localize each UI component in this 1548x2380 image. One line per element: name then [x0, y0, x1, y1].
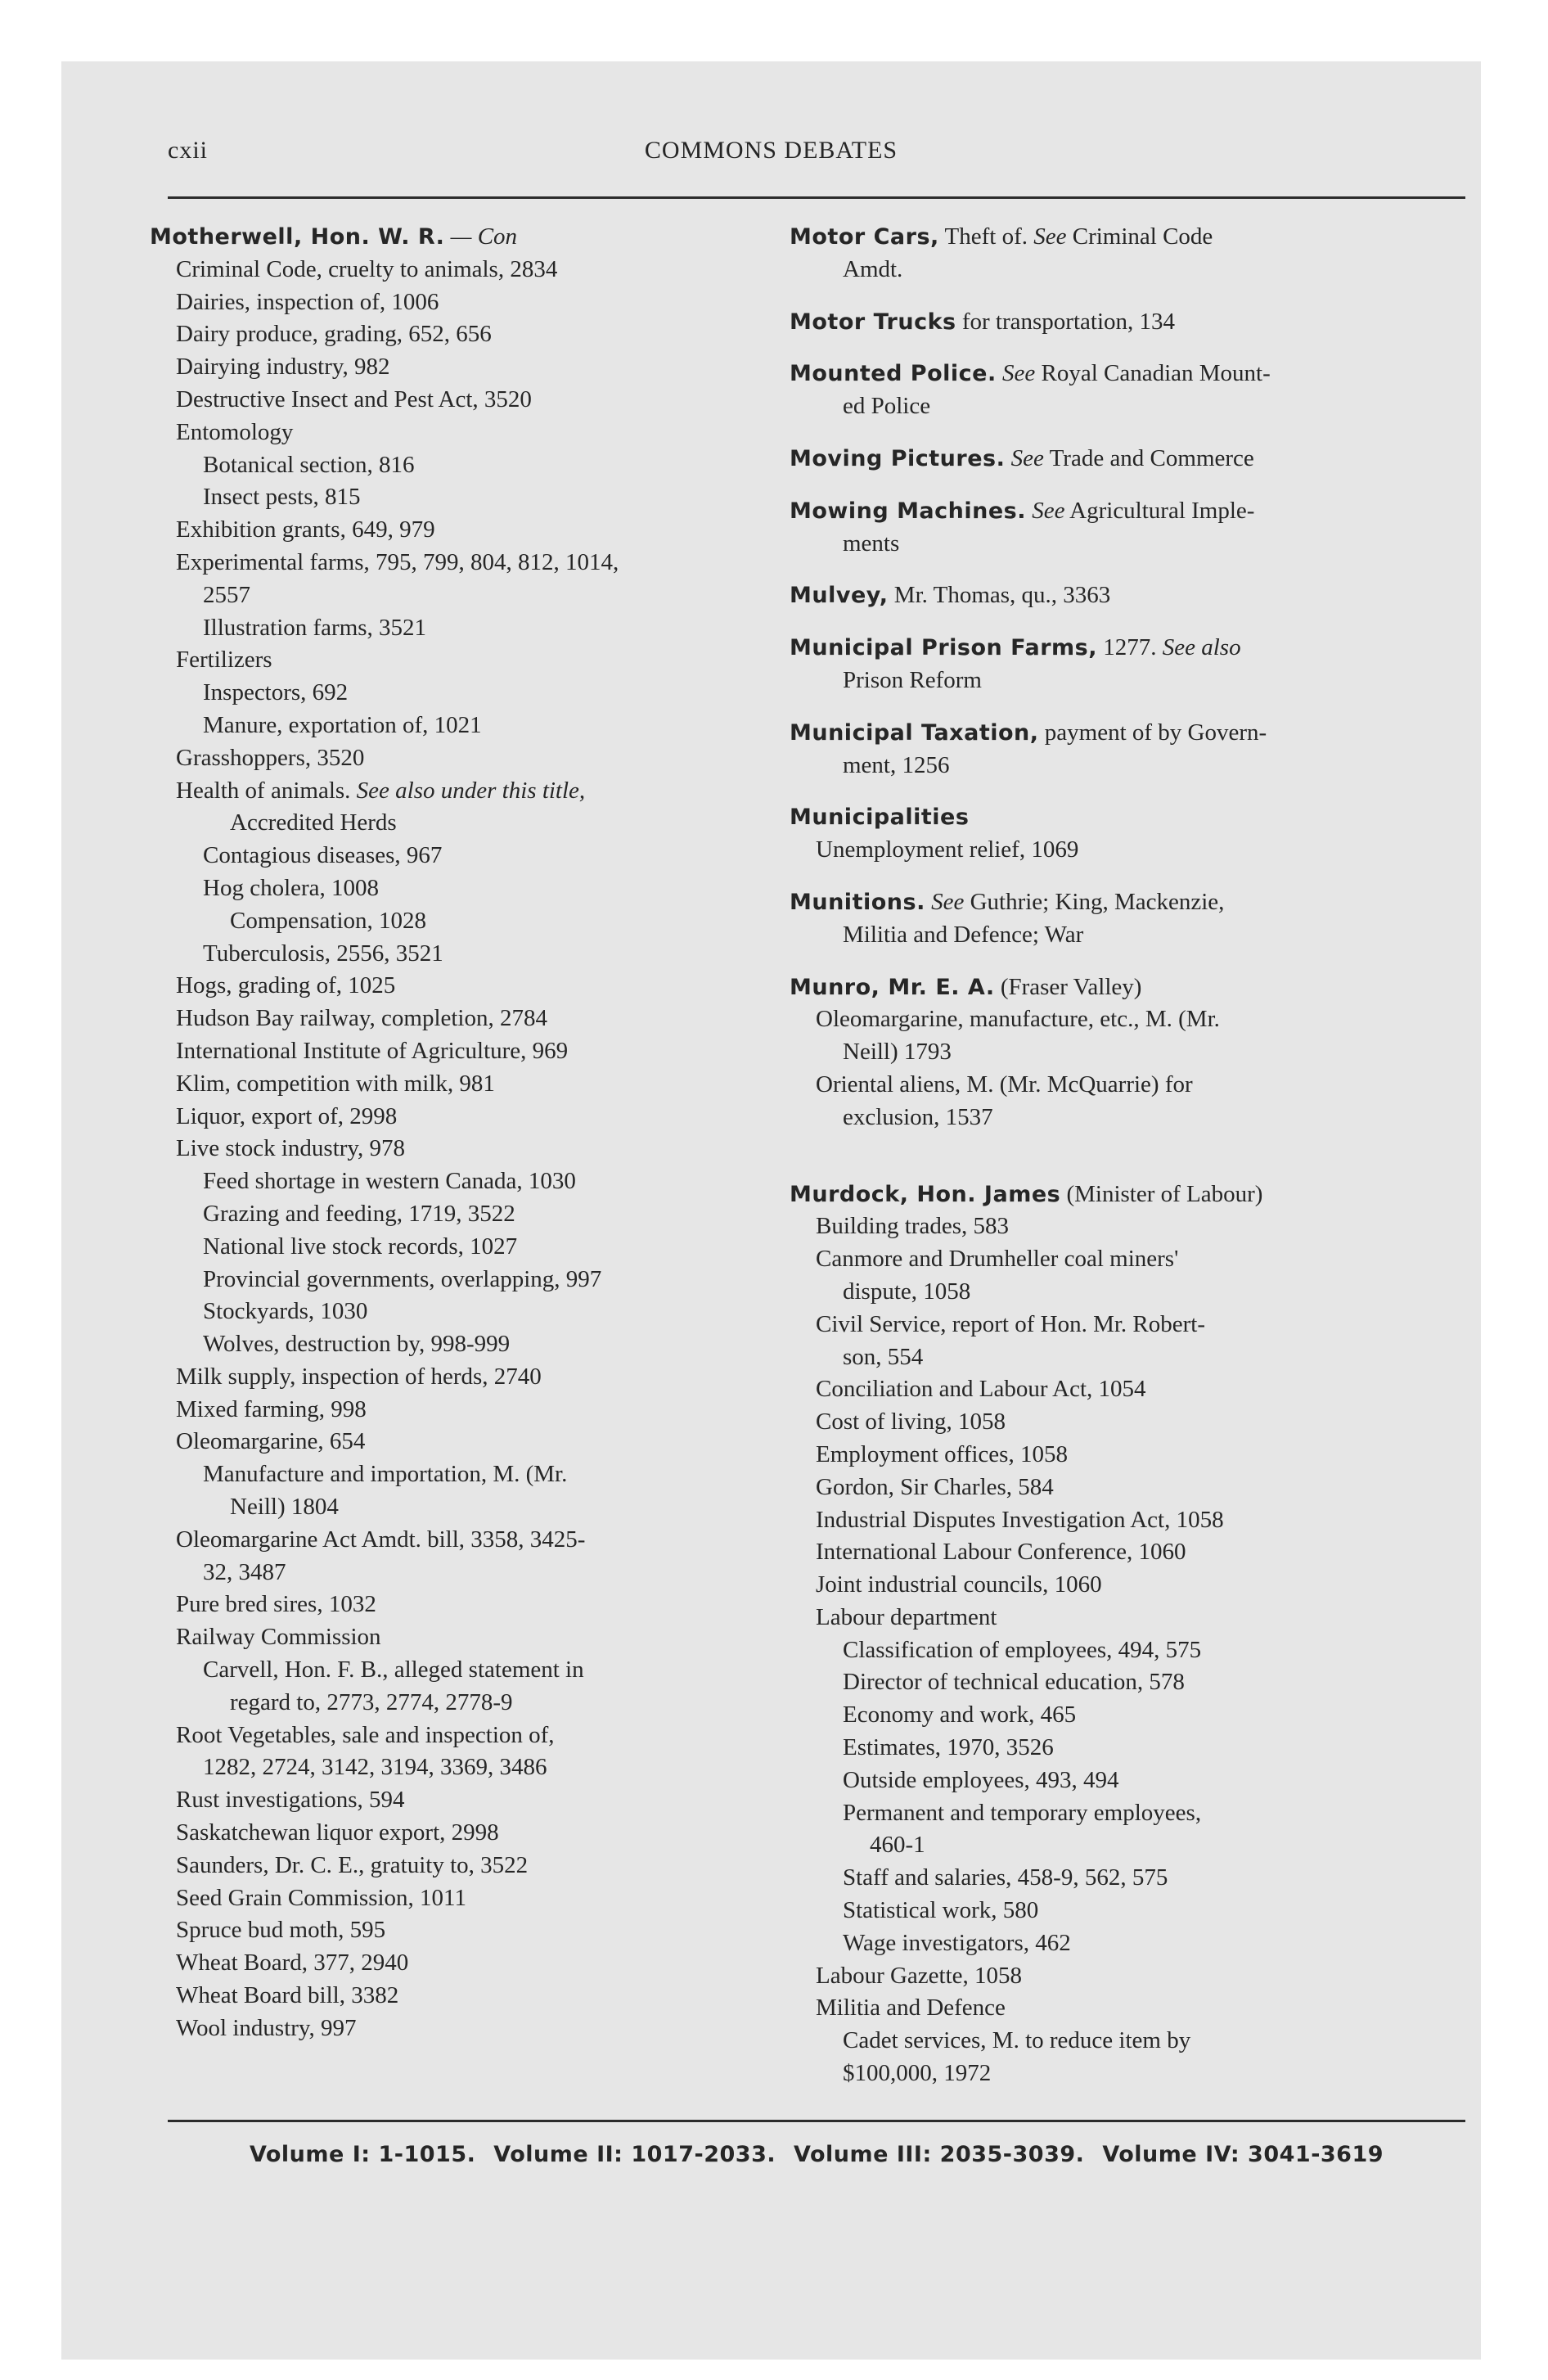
heading-suffix: — Con [450, 223, 518, 250]
entry-subline: Permanent and temporary employees, [843, 1799, 1202, 1826]
index-line: Grasshoppers, 3520 [176, 744, 365, 771]
volume-range: Volume I: 1-1015. [249, 2142, 476, 2167]
entry-ref: Royal Canadian Mount- [1041, 360, 1271, 387]
see-word: See [1010, 444, 1044, 471]
entry-subline: Labour department [816, 1603, 997, 1630]
entry-heading: Municipalities [790, 805, 970, 831]
index-entry-municipalities [790, 801, 1469, 867]
index-line: regard to, 2773, 2774, 2778-9 [230, 1688, 513, 1715]
index-line: Rust investigations, 594 [176, 1787, 405, 1814]
index-line: Insect pests, 815 [203, 484, 361, 511]
entry-subline: Statistical work, 580 [843, 1897, 1039, 1924]
index-line: Manufacture and importation, M. (Mr. [203, 1461, 568, 1488]
entry-subline: dispute, 1058 [843, 1278, 971, 1305]
index-line: Klim, competition with milk, 981 [176, 1070, 495, 1097]
entry-heading: Motor Cars, [790, 224, 939, 250]
index-line: Live stock industry, 978 [176, 1135, 406, 1162]
index-line: Provincial governments, overlapping, 997 [203, 1265, 602, 1292]
volume-range: Volume IV: 3041-3619 [1102, 2142, 1384, 2167]
entry-continuation: Prison Reform [843, 666, 982, 693]
see-word: See [1032, 497, 1065, 524]
index-heading [150, 221, 821, 254]
entry-subline: Militia and Defence [816, 1995, 1006, 2022]
entry-subline: Conciliation and Labour Act, 1054 [816, 1376, 1146, 1403]
entry-subline: Neill) 1793 [843, 1039, 952, 1066]
index-line: Exhibition grants, 649, 979 [176, 516, 435, 543]
entry-heading: Murdock, Hon. James [790, 1181, 1061, 1207]
index-entry-prison-farms [790, 632, 1469, 697]
entry-subline: Unemployment relief, 1069 [816, 836, 1079, 863]
entry-subline: Oriental aliens, M. (Mr. McQuarrie) for [816, 1071, 1193, 1098]
index-line: Wheat Board bill, 3382 [176, 1982, 399, 2009]
index-line: Grazing and feeding, 1719, 3522 [203, 1200, 515, 1227]
entry-subline: International Labour Conference, 1060 [816, 1539, 1186, 1566]
index-line: Dairies, inspection of, 1006 [176, 288, 439, 315]
index-line: Stockyards, 1030 [203, 1298, 368, 1325]
index-line: Entomology [176, 418, 294, 445]
index-line: Hog cholera, 1008 [203, 874, 380, 901]
index-line: Compensation, 1028 [230, 907, 427, 934]
bottom-rule [168, 2120, 1465, 2122]
index-entry-mounted-police [790, 358, 1469, 423]
right-column [790, 221, 1469, 2090]
index-line: Botanical section, 816 [203, 451, 415, 478]
entry-subline: Classification of employees, 494, 575 [843, 1636, 1202, 1663]
entry-subline: Building trades, 583 [816, 1213, 1010, 1240]
entry-heading: Munro, Mr. E. A. [790, 974, 995, 1000]
see-word: See [931, 888, 965, 915]
index-line: Railway Commission [176, 1624, 381, 1651]
index-line: Illustration farms, 3521 [203, 614, 427, 641]
index-line: Oleomargarine, 654 [176, 1428, 366, 1455]
entry-continuation: ments [843, 530, 900, 557]
entry-ref: Criminal Code [1072, 223, 1213, 250]
entry-heading: Mounted Police. [790, 361, 997, 387]
left-column [150, 221, 821, 2045]
entry-continuation: ment, 1256 [843, 751, 950, 778]
page-number: cxii [168, 137, 208, 164]
entry-heading: Mulvey, [790, 583, 889, 609]
see-word: See [1001, 360, 1036, 387]
index-line: 32, 3487 [203, 1558, 286, 1585]
entry-continuation: ed Police [843, 393, 931, 420]
index-line: Wool industry, 997 [176, 2014, 357, 2041]
index-line: Criminal Code, cruelty to animals, 2834 [176, 255, 558, 282]
index-line: Feed shortage in western Canada, 1030 [203, 1168, 576, 1195]
index-line: Hudson Bay railway, completion, 2784 [176, 1005, 547, 1032]
entry-subline: Economy and work, 465 [843, 1702, 1077, 1729]
top-rule [168, 196, 1465, 199]
entry-subline: Outside employees, 493, 494 [843, 1766, 1119, 1793]
index-line: Carvell, Hon. F. B., alleged statement in [203, 1657, 584, 1684]
entry-subline: Staff and salaries, 458-9, 562, 575 [843, 1864, 1168, 1891]
index-line: Experimental farms, 795, 799, 804, 812, 1014, [176, 548, 619, 575]
index-line [150, 775, 821, 808]
entry-text: (Fraser Valley) [1000, 973, 1142, 1000]
entry-subline: Wage investigators, 462 [843, 1929, 1071, 1956]
index-entry-munro [790, 971, 1469, 1134]
entry-subline: Director of technical education, 578 [843, 1669, 1185, 1696]
entry-continuation: Amdt. [843, 255, 903, 282]
heading-name: Motherwell, Hon. W. R. [150, 224, 445, 250]
index-line: Tuberculosis, 2556, 3521 [203, 940, 443, 967]
index-line: Hogs, grading of, 1025 [176, 972, 396, 999]
see-also-word: See also [1162, 634, 1241, 661]
entry-text: Mr. Thomas, qu., 3363 [893, 582, 1111, 609]
index-entry-moving-pictures [790, 443, 1469, 476]
index-entry-municipal-taxation [790, 717, 1469, 782]
entry-subline: exclusion, 1537 [843, 1103, 993, 1130]
index-line: International Institute of Agriculture, 969 [176, 1037, 569, 1064]
entry-heading: Moving Pictures. [790, 445, 1006, 471]
index-line: 2557 [203, 581, 250, 608]
entry-text: 1277. [1103, 634, 1157, 661]
index-line: Spruce bud moth, 595 [176, 1917, 386, 1944]
entry-subline: Employment offices, 1058 [816, 1440, 1068, 1467]
entry-heading: Municipal Taxation, [790, 719, 1039, 746]
entry-heading: Municipal Prison Farms, [790, 635, 1097, 661]
entry-subline: Industrial Disputes Investigation Act, 1058 [816, 1506, 1224, 1533]
journal-title: COMMONS DEBATES [644, 137, 898, 164]
entry-text: Theft of. [944, 223, 1028, 250]
index-line: Dairy produce, grading, 652, 656 [176, 321, 492, 348]
index-line: Pure bred sires, 1032 [176, 1591, 376, 1618]
index-line: Saunders, Dr. C. E., gratuity to, 3522 [176, 1851, 529, 1878]
entry-continuation: Militia and Defence; War [843, 921, 1084, 948]
entry-subline: Cost of living, 1058 [816, 1409, 1006, 1436]
entry-subline: son, 554 [843, 1343, 924, 1370]
entry-subline: Labour Gazette, 1058 [816, 1962, 1023, 1989]
spacer [790, 1154, 1469, 1179]
running-head [61, 137, 1481, 169]
index-entry-motor-cars [790, 221, 1469, 286]
index-line: Fertilizers [176, 647, 272, 674]
entry-text: for transportation, 134 [961, 308, 1175, 335]
page [61, 61, 1481, 2360]
index-line: Saskatchewan liquor export, 2998 [176, 1819, 499, 1846]
entry-subline: Estimates, 1970, 3526 [843, 1734, 1054, 1761]
volume-footer [168, 2142, 1465, 2167]
index-entry-mowing-machines [790, 495, 1469, 561]
entry-heading: Munitions. [790, 889, 925, 915]
index-line: Contagious diseases, 967 [203, 842, 443, 869]
index-line: Dairying industry, 982 [176, 354, 390, 381]
entry-subline: Cadet services, M. to reduce item by [843, 2027, 1191, 2054]
index-line: Mixed farming, 998 [176, 1395, 367, 1422]
entry-subline: Joint industrial councils, 1060 [816, 1571, 1102, 1598]
index-entry-murdock [790, 1179, 1469, 2090]
index-entry-munitions [790, 886, 1469, 952]
index-line: Wheat Board, 377, 2940 [176, 1950, 409, 1977]
index-line: Milk supply, inspection of herds, 2740 [176, 1363, 542, 1390]
entry-subline: 460-1 [870, 1832, 925, 1859]
index-line: Liquor, export of, 2998 [176, 1102, 398, 1129]
index-entry-motor-trucks [790, 306, 1469, 339]
see-word: See [1033, 223, 1067, 250]
index-line: Destructive Insect and Pest Act, 3520 [176, 385, 532, 412]
entry-ref: Agricultural Imple- [1069, 497, 1255, 524]
index-line: Accredited Herds [230, 809, 397, 836]
index-line: 1282, 2724, 3142, 3194, 3369, 3486 [203, 1754, 547, 1781]
see-also-note: See also under this title, [356, 777, 586, 804]
entry-subline: Canmore and Drumheller coal miners' [816, 1246, 1179, 1273]
index-line: Manure, exportation of, 1021 [203, 711, 482, 738]
volume-range: Volume II: 1017-2033. [493, 2142, 776, 2167]
index-line: Seed Grain Commission, 1011 [176, 1884, 466, 1911]
index-text: Health of animals. [176, 777, 351, 804]
index-line: Neill) 1804 [230, 1494, 339, 1521]
entry-heading: Mowing Machines. [790, 498, 1026, 524]
index-line: Inspectors, 692 [203, 679, 349, 706]
index-line: Root Vegetables, sale and inspection of, [176, 1721, 555, 1748]
entry-ref: Trade and Commerce [1049, 444, 1254, 471]
entry-subline: Civil Service, report of Hon. Mr. Robert- [816, 1310, 1205, 1337]
entry-ref: Guthrie; King, Mackenzie, [970, 888, 1225, 915]
index-line: National live stock records, 1027 [203, 1233, 518, 1260]
index-line: Wolves, destruction by, 998-999 [203, 1331, 511, 1358]
entry-text: (Minister of Labour) [1066, 1180, 1263, 1207]
entry-heading: Motor Trucks [790, 309, 956, 335]
entry-subline: Gordon, Sir Charles, 584 [816, 1473, 1054, 1500]
index-entry-mulvey [790, 579, 1469, 612]
volume-range: Volume III: 2035-3039. [794, 2142, 1085, 2167]
entry-text: payment of by Govern- [1044, 719, 1267, 746]
entry-subline: $100,000, 1972 [843, 2060, 992, 2087]
index-line: Oleomargarine Act Amdt. bill, 3358, 3425- [176, 1526, 586, 1553]
entry-subline: Oleomargarine, manufacture, etc., M. (Mr. [816, 1006, 1220, 1033]
